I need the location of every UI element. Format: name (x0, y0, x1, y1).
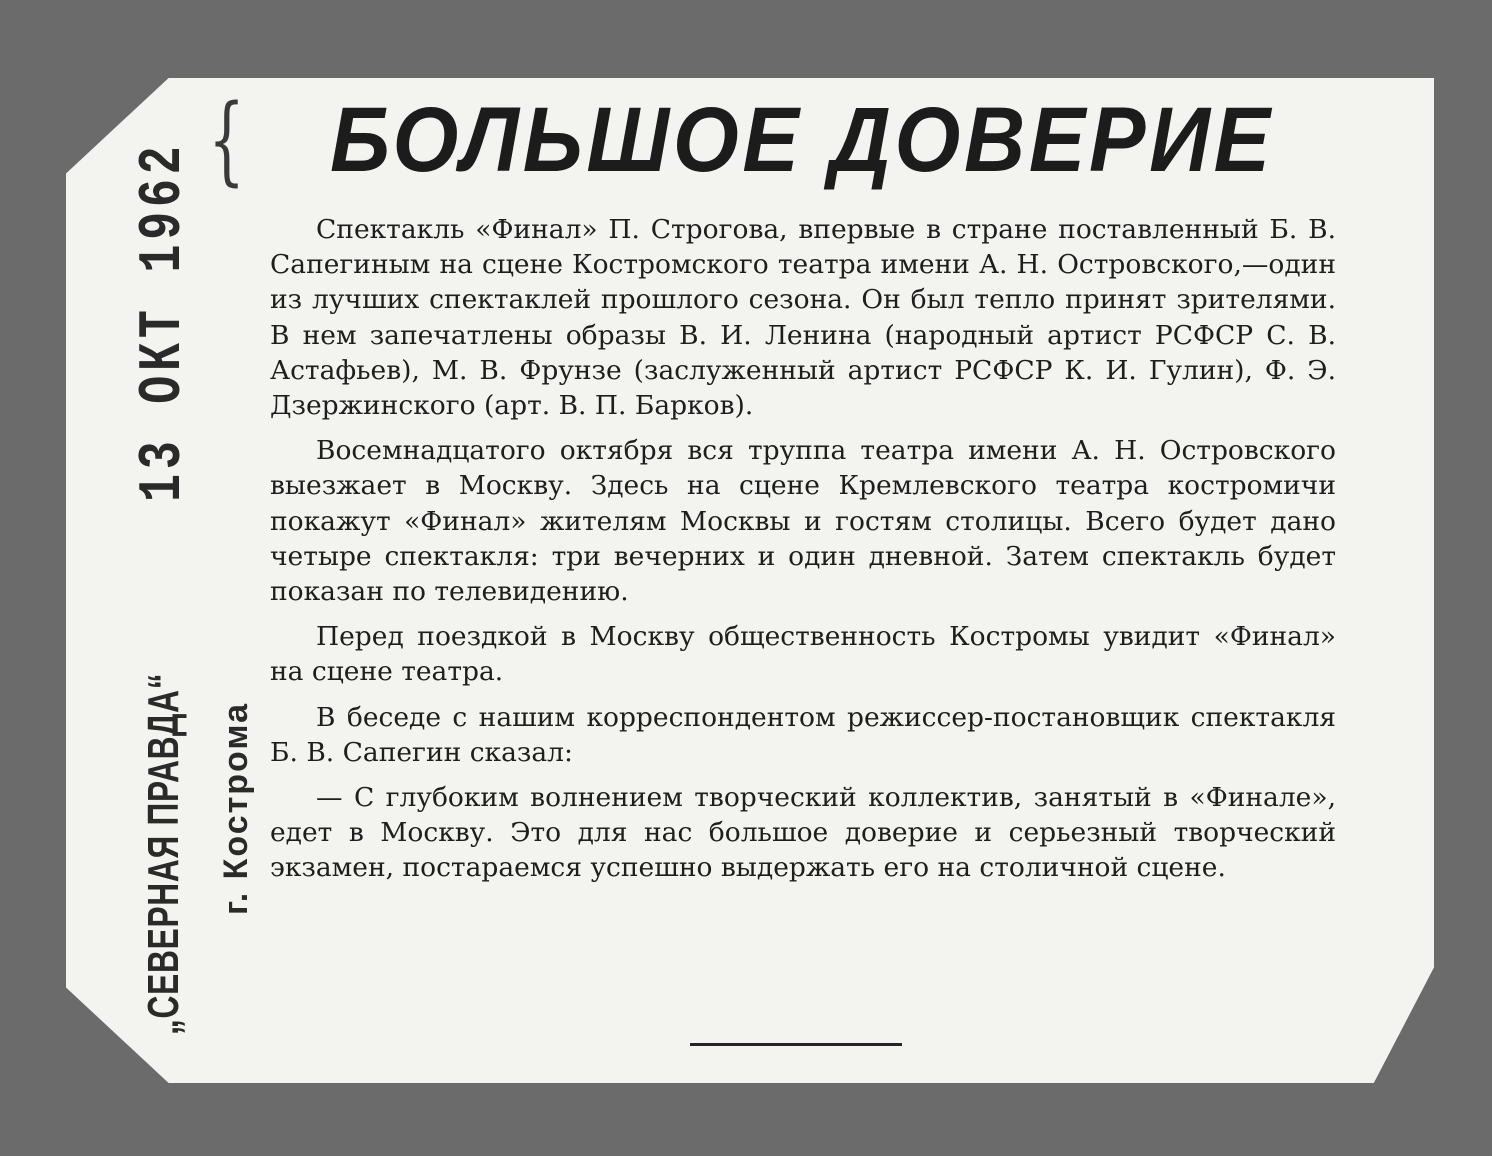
newspaper-stamp (124, 135, 294, 1035)
end-rule (690, 1043, 902, 1046)
article-body (270, 212, 1336, 896)
article-paragraph-3: Перед поездкой в Москву общественность Костромы увидит «Финал» на сцене театра. (270, 621, 1336, 688)
stamp-top-line (124, 135, 204, 1035)
article-paragraph-4: В беседе с нашим корреспондентом режиссер-постановщик спектакля Б. В. Сапегин сказал: (270, 701, 1336, 768)
article-headline: БОЛЬШОЕ ДОВЕРИЕ (330, 89, 1274, 191)
article-paragraph-5: — С глубоким волнением творческий коллектив, занятый в «Финале», едет в Москву. Это для нас большое доверие и серьезный творческий экзамен, постараемся успешно выдержать его на столичной сцене. (270, 782, 1336, 884)
article-paragraph-2: Восемнадцатого октября вся труппа театра имени А. Н. Островского выезжает в Москву. Здесь на сцене Кремлевского театра костромичи покажут «Финал» жителям Москвы и гостям столицы. Всего будет дано четыре спектакля: три вечерних и один дневной. Затем спектакль будет показан по телевидению. (270, 435, 1336, 608)
stamp-date: 13 ОКТ 1962 (130, 141, 198, 502)
handwritten-brace-mark: { (208, 84, 245, 196)
stamp-newspaper-name: „СЕВЕРНАЯ ПРАВДА“ (139, 672, 188, 1035)
stamp-city: г. Кострома (216, 702, 255, 915)
article-paragraph-1: Спектакль «Финал» П. Строгова, впервые в стране поставленный Б. В. Сапегиным на сцене Костромского театра имени А. Н. Островского,—один из лучших спектаклей прошлого сезона. Он был тепло принят зрителями. В нем запечатлены образы В. И. Ленина (народный артист РСФСР С. В. Астафьев), М. В. Фрунзе (заслуженный артист РСФСР К. И. Гулин), Ф. Э. Дзержинского (арт. В. П. Барков). (270, 214, 1336, 422)
